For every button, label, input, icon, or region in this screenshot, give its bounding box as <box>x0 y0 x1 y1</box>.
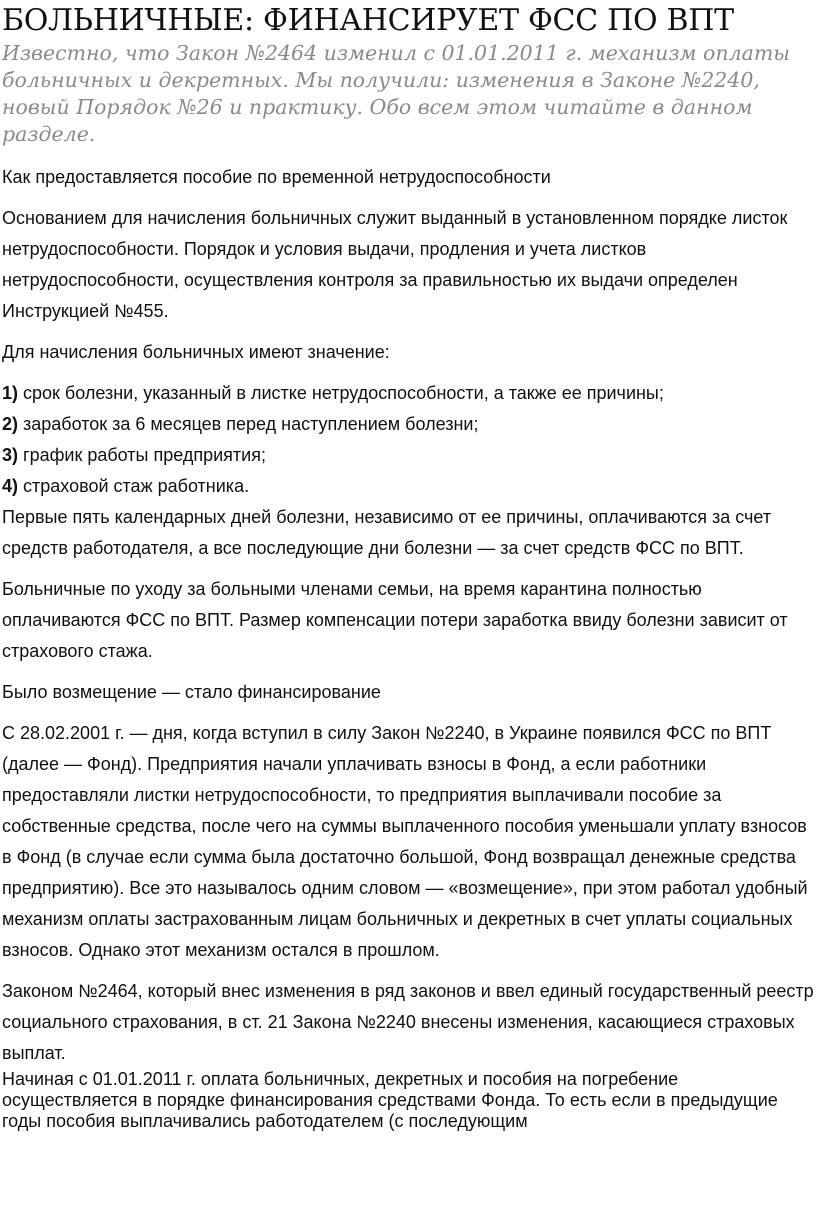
paragraph-history: С 28.02.2001 г. — дня, когда вступил в силу Закон №2240, в Украине появился ФСС по ВПТ (далее — Фонд). Предприятия начали уплачивать взносы в Фонд, а если работники предоставляли листки нетрудоспособности, то предприятия выплачивали пособие за собственные средства, после чего на суммы выплаченного пособия уменьшали уплату взносов в Фонд (в случае если сумма была достаточно большой, Фонд возвращал денежные средства предприятию). Все это называлось одним словом — «возмещение», при этом работал удобный механизм оплаты застрахованным лицам больничных и декретных в счет уплаты социальных взносов. Однако этот механизм остался в прошлом. <box>2 723 808 960</box>
list-item-text: страховой стаж работника. <box>18 476 250 496</box>
list-item <box>2 378 814 409</box>
paragraph-law-2464: Законом №2464, который внес изменения в ряд законов и ввел единый государственный реестр социального страхования, в ст. 21 Закона №2240 внесены изменения, касающиеся страховых выплат. <box>2 981 814 1063</box>
article-title: БОЛЬНИЧНЫЕ: ФИНАНСИРУЕТ ФСС ПО ВПТ <box>2 3 734 38</box>
section-heading-sick-benefit: Как предоставляется пособие по временной нетрудоспособности <box>2 167 551 187</box>
list-item-text: срок болезни, указанный в листке нетрудоспособности, а также ее причины; <box>18 383 664 403</box>
paragraph-family-care: Больничные по уходу за больными членами семьи, на время карантина полностью оплачиваются ФСС по ВПТ. Размер компенсации потери заработка ввиду болезни зависит от страхового стажа. <box>2 579 788 661</box>
list-item-number: 3) <box>2 445 19 465</box>
factors-list <box>2 378 814 502</box>
paragraph-basis: Основанием для начисления больничных служит выданный в установленном порядке листок нетрудоспособности. Порядок и условия выдачи, продления и учета листков нетрудоспособности, осуществления контроля за правильностью их выдачи определен Инструкцией №455. <box>2 208 788 321</box>
paragraph-first-five-days: Первые пять календарных дней болезни, независимо от ее причины, оплачиваются за счет средств работодателя, а все последующие дни болезни — за счет средств ФСС по ВПТ. <box>2 507 772 558</box>
section-heading-financing: Было возмещение — стало финансирование <box>2 682 381 702</box>
paragraph-since-2011: Начиная с 01.01.2011 г. оплата больничных, декретных и пособия на погребение осуществляется в порядке финансирования средствами Фонда. То есть если в предыдущие годы пособия выплачивались работодателем (с последующим <box>2 1069 778 1131</box>
list-item <box>2 440 814 471</box>
list-item <box>2 471 814 502</box>
list-item-number: 1) <box>2 383 19 403</box>
list-item-text: заработок за 6 месяцев перед наступлением болезни; <box>18 414 479 434</box>
list-item-text: график работы предприятия; <box>18 445 266 465</box>
list-item <box>2 409 814 440</box>
paragraph-factors-intro: Для начисления больничных имеют значение: <box>2 342 390 362</box>
article-lead: Известно, что Закон №2464 изменил с 01.01.2011 г. механизм оплаты больничных и декретных. Мы получили: изменения в Законе №2240, новый Порядок №26 и практику. Обо всем этом читайте в данном разделе. <box>2 41 790 146</box>
list-item-number: 2) <box>2 414 19 434</box>
list-item-number: 4) <box>2 476 19 496</box>
